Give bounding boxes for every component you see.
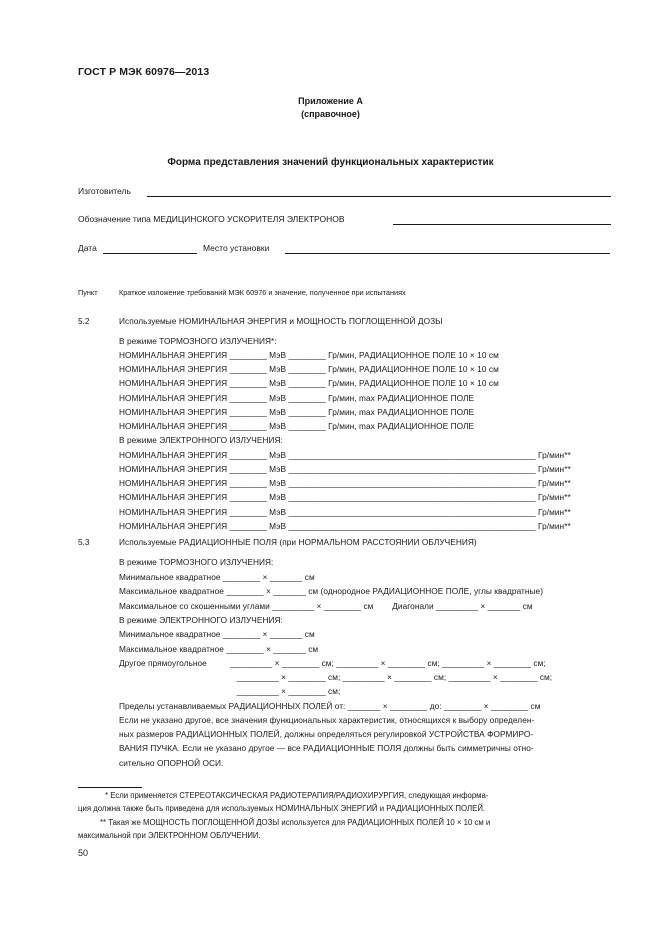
text-line: Максимальное квадратное ________ × _______ см bbox=[119, 644, 319, 654]
text-line: НОМИНАЛЬНАЯ ЭНЕРГИЯ ________ МэВ ________ Гр/мин, max РАДИАЦИОННОЕ ПОЛЕ bbox=[119, 407, 475, 417]
text-line: НОМИНАЛЬНАЯ ЭНЕРГИЯ ________ МэВ _____________________________________________________ Гр/мин** bbox=[119, 450, 571, 460]
section-number: 5.3 bbox=[78, 537, 90, 547]
column-summary: Краткое изложение требований МЭК 60976 и значение, полученное при испытаниях bbox=[119, 288, 406, 297]
text-line: сительно ОПОРНОЙ ОСИ. bbox=[119, 758, 224, 768]
manufacturer-label: Изготовитель bbox=[78, 186, 131, 196]
type-designation-label: Обозначение типа МЕДИЦИНСКОГО УСКОРИТЕЛЯ ЭЛЕКТРОНОВ bbox=[78, 214, 345, 224]
manufacturer-field[interactable] bbox=[147, 196, 611, 197]
text-line: Минимальное квадратное ________ × _______ см bbox=[119, 572, 315, 582]
footnote-line: * Если применяется СТЕРЕОТАКСИЧЕСКАЯ РАДИОТЕРАПИЯ/РАДИОХИРУРГИЯ, следующая информа- bbox=[105, 791, 489, 800]
date-label: Дата bbox=[78, 243, 97, 253]
annex-title: Приложение А bbox=[298, 96, 363, 106]
footnote-line: ** Такая же МОЩНОСТЬ ПОГЛОЩЕННОЙ ДОЗЫ используется для РАДИАЦИОННЫХ ПОЛЕЙ 10 × 10 см и bbox=[100, 818, 491, 827]
text-line: НОМИНАЛЬНАЯ ЭНЕРГИЯ ________ МэВ _____________________________________________________ Гр/мин** bbox=[119, 507, 571, 517]
text-line: НОМИНАЛЬНАЯ ЭНЕРГИЯ ________ МэВ _____________________________________________________ Гр/мин** bbox=[119, 492, 571, 502]
text-line: В режиме ТОРМОЗНОГО ИЗЛУЧЕНИЯ*: bbox=[119, 336, 277, 346]
text-line: ных размеров РАДИАЦИОННЫХ ПОЛЕЙ, должны определяться регулировкой УСТРОЙСТВА ФОРМИРО- bbox=[119, 729, 534, 739]
text-line: _________ × ________ см; _________ × ________ см; _________ × ________ см; bbox=[119, 672, 553, 682]
text-line: В режиме ЭЛЕКТРОННОГО ИЗЛУЧЕНИЯ: bbox=[119, 435, 283, 445]
standard-header: ГОСТ Р МЭК 60976—2013 bbox=[78, 66, 210, 78]
text-line: В режиме ТОРМОЗНОГО ИЗЛУЧЕНИЯ: bbox=[119, 557, 274, 567]
location-field[interactable] bbox=[285, 253, 610, 254]
column-item: Пункт bbox=[78, 288, 98, 297]
text-line: Максимальное квадратное ________ × _______ см (однородное РАДИАЦИОННОЕ ПОЛЕ, углы квадратные) bbox=[119, 586, 544, 596]
text-line: НОМИНАЛЬНАЯ ЭНЕРГИЯ ________ МэВ ________ Гр/мин, РАДИАЦИОННОЕ ПОЛЕ 10 × 10 см bbox=[119, 364, 499, 374]
text-line: Если не указано другое, все значения функциональных характеристик, относящихся к выбору определен- bbox=[119, 715, 535, 725]
text-line: Другое прямоугольное _________ × ________ см; _________ × ________ см; _________ × ________ см; bbox=[119, 658, 546, 668]
text-line: НОМИНАЛЬНАЯ ЭНЕРГИЯ ________ МэВ ________ Гр/мин, РАДИАЦИОННОЕ ПОЛЕ 10 × 10 см bbox=[119, 378, 499, 388]
text-line: ВАНИЯ ПУЧКА. Если не указано другое — все РАДИАЦИОННЫЕ ПОЛЯ должны быть симметричны отно- bbox=[119, 743, 534, 753]
section-number: 5.2 bbox=[78, 316, 90, 326]
page-number: 50 bbox=[78, 848, 89, 858]
section-title: Используемые РАДИАЦИОННЫЕ ПОЛЯ (при НОРМАЛЬНОМ РАССТОЯНИИ ОБЛУЧЕНИЯ) bbox=[119, 537, 477, 547]
footnote-divider bbox=[78, 787, 142, 788]
text-line: НОМИНАЛЬНАЯ ЭНЕРГИЯ ________ МэВ ________ Гр/мин, max РАДИАЦИОННОЕ ПОЛЕ bbox=[119, 393, 475, 403]
text-line: _________ × ________ см; bbox=[119, 686, 341, 696]
footnote-line: ция должна также быть приведена для используемых НОМИНАЛЬНЫХ ЭНЕРГИЙ и РАДИАЦИОННЫХ ПОЛЕЙ. bbox=[78, 804, 486, 813]
text-line: НОМИНАЛЬНАЯ ЭНЕРГИЯ ________ МэВ _____________________________________________________ Гр/мин** bbox=[119, 478, 571, 488]
text-line: НОМИНАЛЬНАЯ ЭНЕРГИЯ ________ МэВ ________ Гр/мин, РАДИАЦИОННОЕ ПОЛЕ 10 × 10 см bbox=[119, 350, 499, 360]
location-label: Место установки bbox=[203, 243, 270, 253]
text-line: НОМИНАЛЬНАЯ ЭНЕРГИЯ ________ МэВ _____________________________________________________ Гр/мин** bbox=[119, 521, 571, 531]
text-line: НОМИНАЛЬНАЯ ЭНЕРГИЯ ________ МэВ _____________________________________________________ Гр/мин** bbox=[119, 464, 571, 474]
date-field[interactable] bbox=[103, 253, 197, 254]
text-line: Максимальное со скошенными углами _________ × ________ см Диагонали _________ × _______ см bbox=[119, 601, 533, 611]
text-line: Пределы устанавливаемых РАДИАЦИОННЫХ ПОЛЕЙ от: _______ × ________ до: ________ × ________ см bbox=[119, 701, 541, 711]
annex-subtitle: (справочное) bbox=[301, 109, 360, 119]
text-line: В режиме ЭЛЕКТРОННОГО ИЗЛУЧЕНИЯ: bbox=[119, 615, 283, 625]
type-designation-field[interactable] bbox=[393, 224, 611, 225]
form-title: Форма представления значений функциональных характеристик bbox=[167, 157, 494, 168]
text-line: Минимальное квадратное ________ × _______ см bbox=[119, 629, 315, 639]
text-line: НОМИНАЛЬНАЯ ЭНЕРГИЯ ________ МэВ ________ Гр/мин, max РАДИАЦИОННОЕ ПОЛЕ bbox=[119, 421, 475, 431]
footnote-line: максимальной при ЭЛЕКТРОННОМ ОБЛУЧЕНИИ. bbox=[78, 831, 261, 840]
section-title: Используемые НОМИНАЛЬНАЯ ЭНЕРГИЯ и МОЩНОСТЬ ПОГЛОЩЕННОЙ ДОЗЫ bbox=[119, 316, 443, 326]
